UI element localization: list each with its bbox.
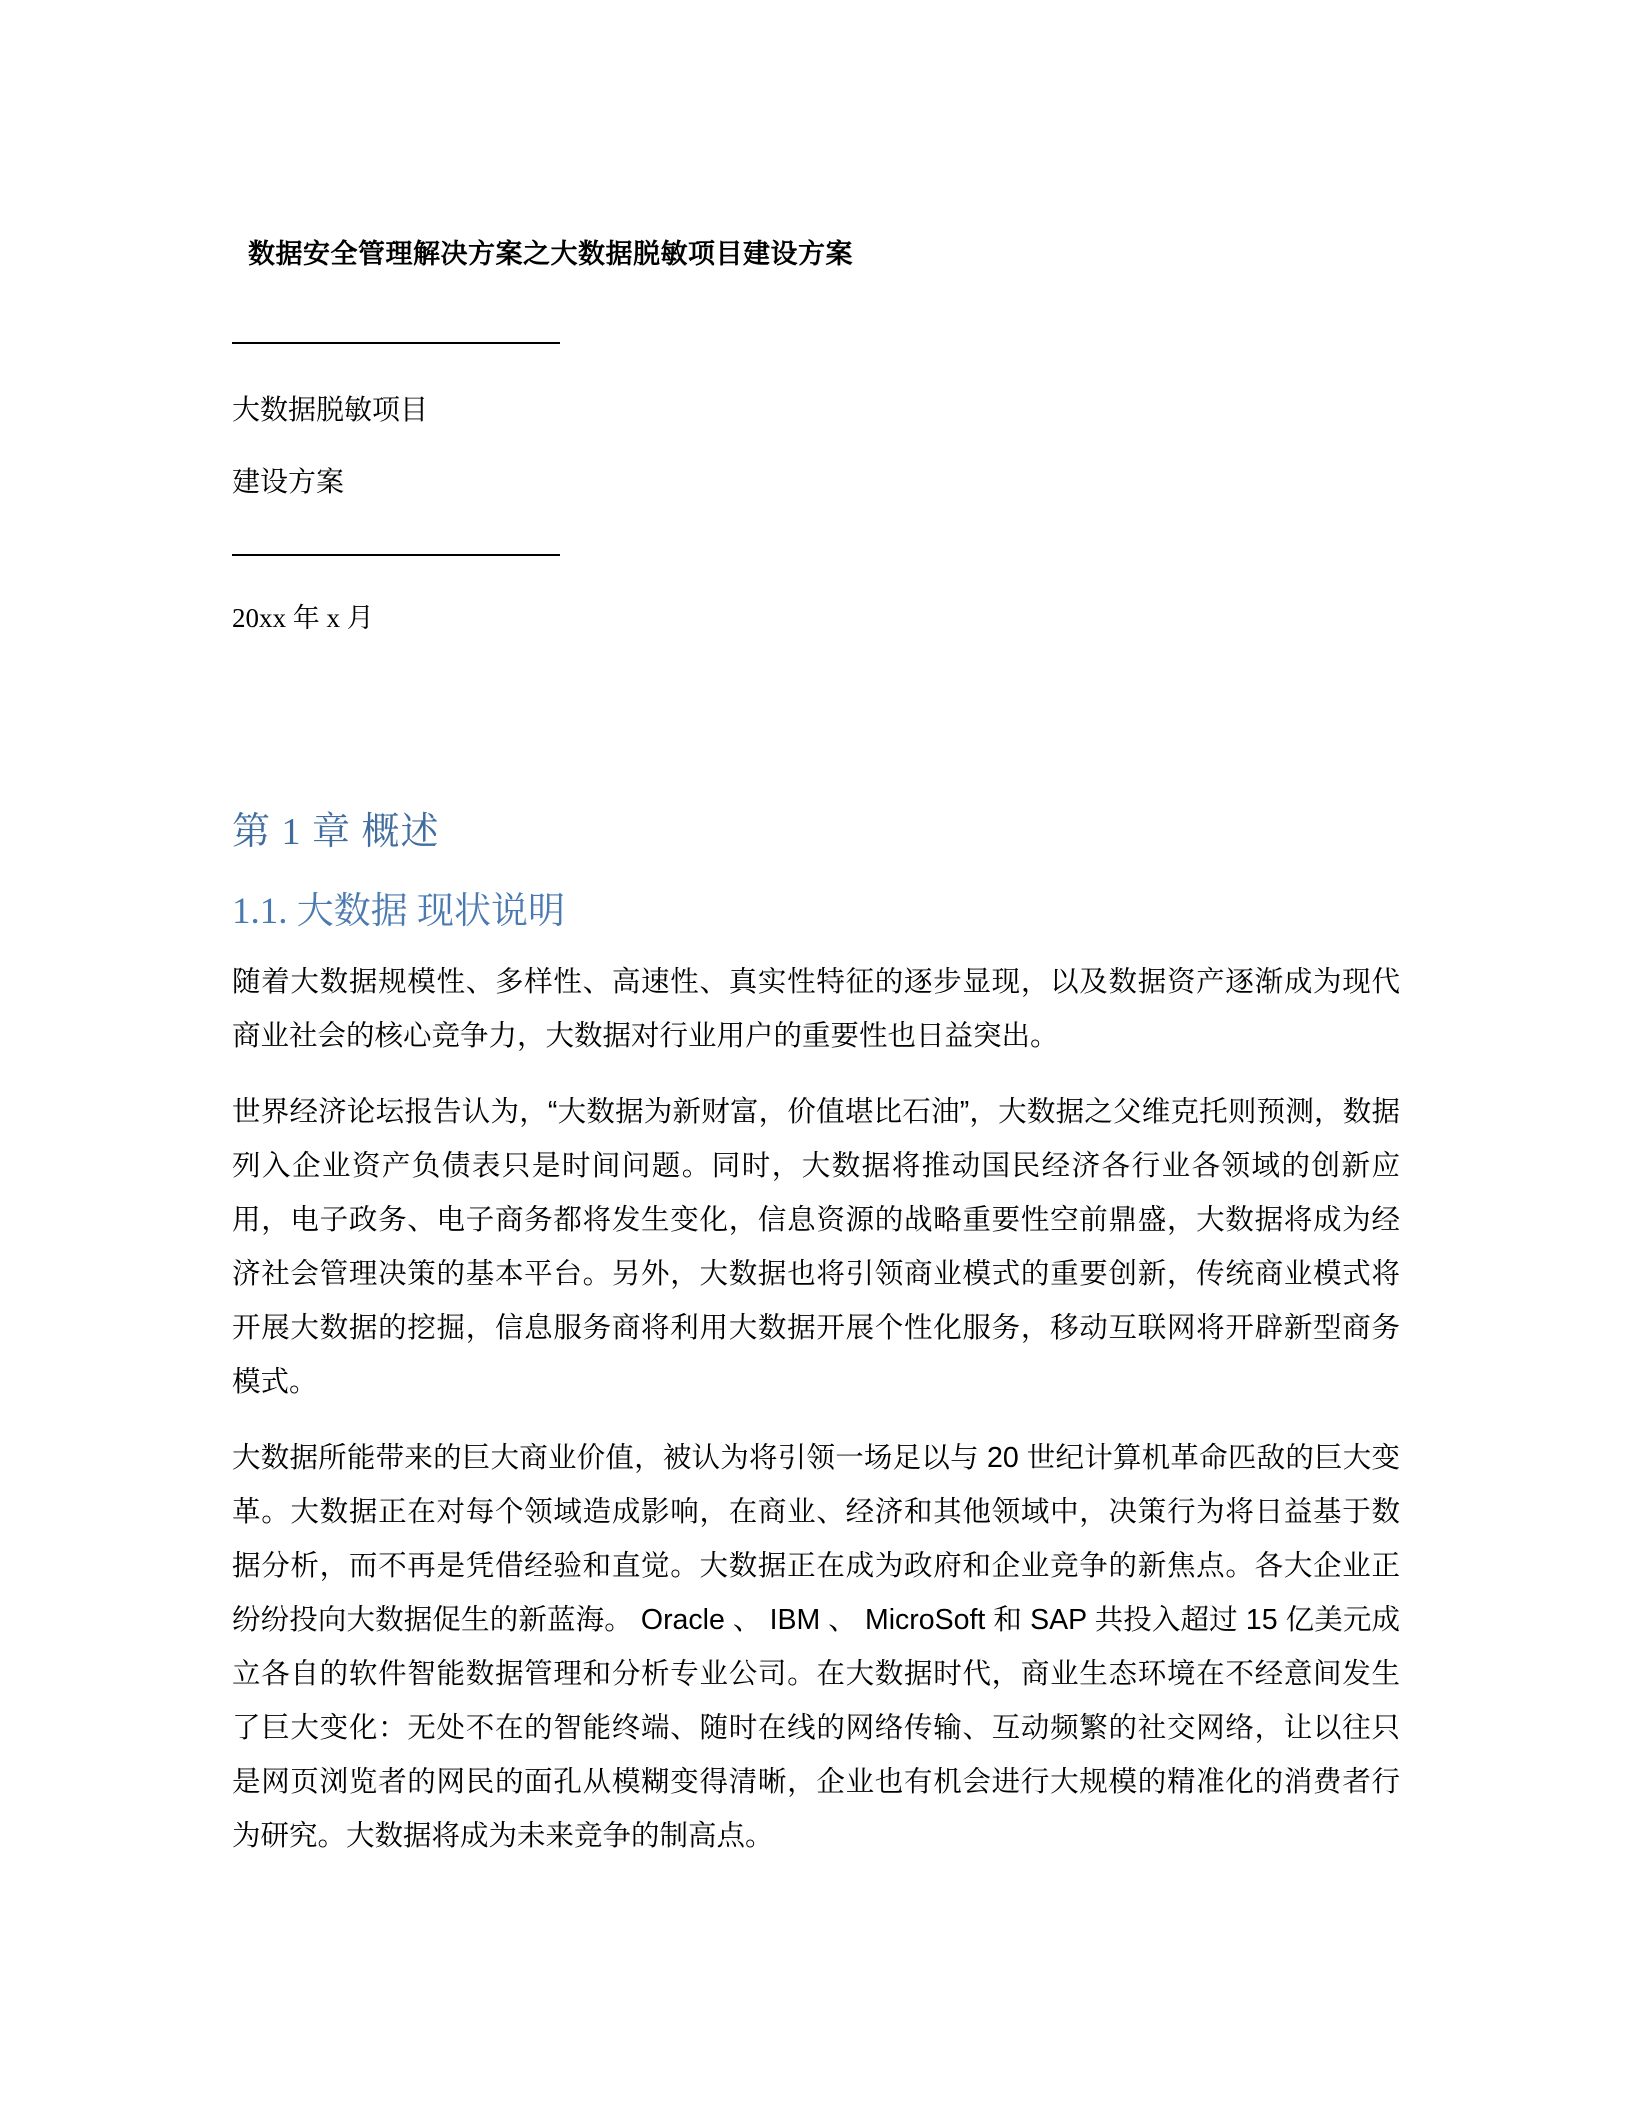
chapter-heading-text: 第 1 章 概述 (232, 811, 440, 853)
paragraph: 随着大数据规模性、多样性、高速性、真实性特征的逐步显现，以及数据资产逐渐成为现代商业社会的核心竞争力，大数据对行业用户的重要性也日益突出。 (232, 966, 1400, 1052)
title-rule-top (232, 342, 560, 344)
body-content (232, 955, 1400, 1863)
section-heading-text: 1.1. 大数据 现状说明 (232, 891, 565, 932)
title-spacer (232, 496, 572, 554)
cover-date: 20xx 年 x 月 (232, 603, 374, 633)
chapter-heading (232, 800, 440, 855)
cover-title-block (232, 320, 572, 635)
cover-title-line-2: 建设方案 (232, 466, 345, 497)
running-header: 数据安全管理解决方案之大数据脱敏项目建设方案 (248, 239, 853, 269)
section-heading-1-1 (232, 880, 565, 934)
paragraph: 世界经济论坛报告认为，“大数据为新财富，价值堪比石油”，大数据之父维克托则预测，数据列入企业资产负债表只是时间问题。同时，大数据将推动国民经济各行业各领域的创新应用，电子政务、电子商务都将发生变化，信息资源的战略重要性空前鼎盛，大数据将成为经济社会管理决策的基本平台。另外，大数据也将引领商业模式的重要创新，传统商业模式将开展大数据的挖掘，信息服务商将利用大数据开展个性化服务，移动互联网将开辟新型商务模式。 (232, 1096, 1400, 1398)
paragraph: 大数据所能带来的巨大商业价值，被认为将引领一场足以与 20 世纪计算机革命匹敌的巨大变革。大数据正在对每个领域造成影响，在商业、经济和其他领域中，决策行为将日益基于数据分析，而不再是凭借经验和直觉。大数据正在成为政府和企业竞争的新焦点。各大企业正纷纷投向大数据促生的新蓝海。 Oracle 、 IBM 、 MicroSoft 和 SAP 共投入超过 15 亿美元成立各自的软件智能数据管理和分析专业公司。在大数据时代，商业生态环境在不经意间发生了巨大变化：无处不在的智能终端、随时在线的网络传输、互动频繁的社交网络，让以往只是网页浏览者的网民的面孔从模糊变得清晰，企业也有机会进行大规模的精准化的消费者行为研究。大数据将成为未来竞争的制高点。 (232, 1442, 1400, 1852)
cover-title-line-1: 大数据脱敏项目 (232, 394, 429, 425)
title-rule-bottom (232, 554, 560, 556)
